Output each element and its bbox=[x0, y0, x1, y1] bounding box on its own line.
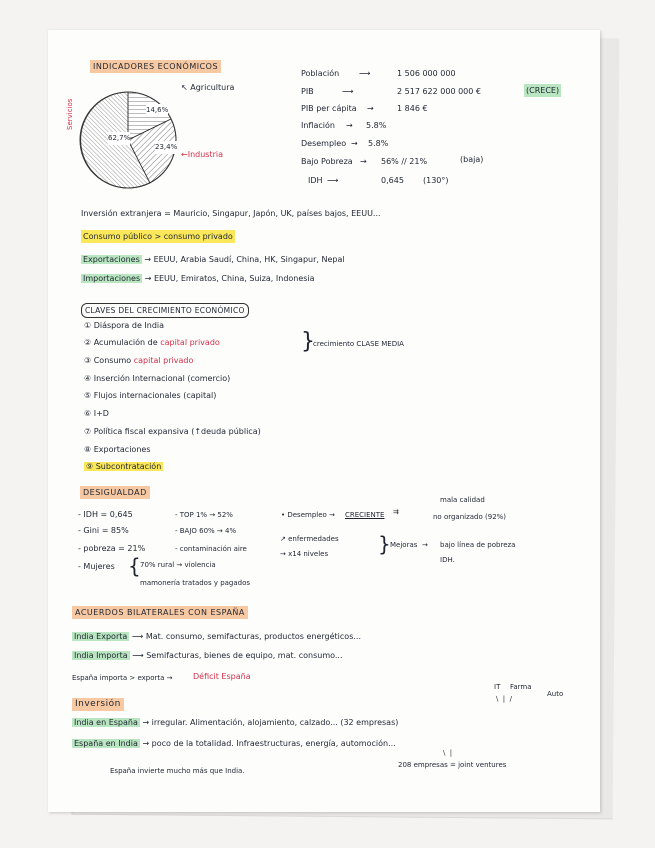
section-title-indicadores: INDICADORES ECONÓMICOS bbox=[90, 60, 221, 73]
des-mujeres-2: mamonería tratados y pagados bbox=[140, 579, 251, 587]
deficit-espana: Déficit España bbox=[193, 672, 251, 681]
des-mujeres-1: 70% rural → violencia bbox=[140, 561, 216, 569]
des-contaminacion: - contaminación aire bbox=[175, 545, 247, 553]
arrow-icon: → bbox=[422, 541, 428, 549]
clave-text: Inserción Internacional (comercio) bbox=[93, 374, 231, 383]
des-pobreza: - pobreza = 21% bbox=[78, 544, 146, 553]
clave-red: capital privado bbox=[160, 338, 220, 347]
indicator-label: PIB per cápita bbox=[301, 104, 357, 113]
inversion-label: España en India bbox=[74, 739, 138, 748]
des-mujeres: - Mujeres bbox=[78, 562, 115, 571]
des-desempleo: • Desempleo → bbox=[281, 511, 335, 519]
clave-text: Diáspora de India bbox=[93, 321, 165, 330]
pie-legend-servicios: Servicios bbox=[66, 98, 74, 130]
list-item: ⑨ Subcontratación bbox=[86, 462, 162, 471]
acuerdo-value: Mat. consumo, semifacturas, productos energéticos... bbox=[145, 632, 361, 641]
importaciones-value: EEUU, Emiratos, China, Suiza, Indonesia bbox=[153, 274, 315, 283]
indicator-extra: (baja) bbox=[460, 155, 484, 164]
arrow-icon: ⟶ bbox=[131, 632, 146, 641]
connector-icon: \ | / bbox=[496, 695, 512, 703]
arrow-icon: → bbox=[367, 104, 374, 113]
exportaciones-label: Exportaciones bbox=[83, 255, 140, 264]
acuerdo-label: India Exporta bbox=[74, 632, 128, 641]
indicator-value: 56% // 21% bbox=[381, 157, 428, 166]
importaciones-row bbox=[81, 272, 315, 285]
arrow-icon: → bbox=[346, 121, 353, 130]
acuerdo-row bbox=[72, 630, 361, 643]
arrow-icon: → bbox=[360, 157, 367, 166]
espana-invierte: España invierte mucho más que India. bbox=[110, 767, 245, 775]
des-mejoras: Mejoras bbox=[390, 541, 418, 549]
arrow-icon: ⟶ bbox=[359, 69, 371, 78]
clave-text: Acumulación de bbox=[93, 338, 161, 347]
des-idh2: IDH. bbox=[440, 556, 455, 564]
clave-text: Consumo bbox=[93, 356, 134, 365]
inversion-value: → poco de la totalidad. Infraestructuras, energía, automoción... bbox=[142, 739, 396, 748]
des-niveles-text: x14 niveles bbox=[288, 550, 329, 558]
notebook-page bbox=[48, 30, 600, 812]
indicator-value: 5.8% bbox=[368, 139, 389, 148]
list-item: ⑧ Exportaciones bbox=[84, 445, 151, 454]
connector-icon: \ | bbox=[443, 749, 453, 757]
inv-farma: Farma bbox=[510, 683, 532, 691]
list-item: ① Diáspora de India bbox=[84, 321, 165, 330]
arrow-icon: ⇉ bbox=[393, 508, 399, 516]
inversion-label: India en España bbox=[74, 718, 138, 727]
clave-text: Subcontratación bbox=[95, 462, 162, 471]
pie-legend-industria: ←Industria bbox=[181, 150, 223, 159]
des-top: - TOP 1% → 52% bbox=[175, 511, 233, 519]
indicator-label: Población bbox=[301, 69, 340, 78]
joint-ventures: 208 empresas = joint ventures bbox=[398, 761, 507, 769]
exportaciones-row bbox=[81, 253, 345, 266]
arrow-icon: → bbox=[144, 255, 154, 264]
inversion-row bbox=[72, 716, 398, 729]
des-gini: - Gini = 85% bbox=[78, 526, 129, 535]
list-item: ⑥ I+D bbox=[84, 409, 109, 418]
arrow-icon: ⟶ bbox=[132, 651, 147, 660]
importaciones-label: Importaciones bbox=[83, 274, 141, 283]
arrow-icon: ⟶ bbox=[327, 176, 339, 185]
pie-legend-agricultura: ↖ Agricultura bbox=[181, 83, 235, 92]
list-item: ③ Consumo capital privado bbox=[84, 356, 194, 365]
arrow-icon: ⟶ bbox=[342, 87, 354, 96]
inv-auto: Auto bbox=[547, 690, 564, 698]
section-title-desigualdad: DESIGUALDAD bbox=[80, 486, 150, 499]
arrow-icon: → bbox=[144, 274, 154, 283]
list-item: ⑤ Flujos internacionales (capital) bbox=[84, 391, 217, 400]
exportaciones-value: EEUU, Arabia Saudí, China, HK, Singapur, Nepal bbox=[153, 255, 345, 264]
inversion-value: → irregular. Alimentación, alojamiento, calzado... bbox=[142, 718, 338, 727]
list-item: ④ Inserción Internacional (comercio) bbox=[84, 374, 231, 383]
clave-text: Exportaciones bbox=[93, 445, 151, 454]
brace-icon: } bbox=[378, 532, 391, 556]
indicator-value: 0,645 bbox=[381, 176, 404, 185]
inversion-row bbox=[72, 737, 396, 750]
acuerdo-row bbox=[72, 649, 343, 662]
des-bajo: - BAJO 60% → 4% bbox=[175, 527, 237, 535]
list-item: ② Acumulación de capital privado bbox=[84, 338, 220, 347]
pie-label-servicios-pct: 62,7% bbox=[108, 132, 130, 145]
indicator-value: 5.8% bbox=[366, 121, 387, 130]
sector-pie-chart bbox=[78, 85, 208, 200]
brace-icon: { bbox=[128, 554, 141, 578]
des-bajo-linea: bajo línea de pobreza bbox=[440, 541, 516, 549]
des-idh: - IDH = 0,645 bbox=[78, 510, 133, 519]
indicator-label: Bajo Pobreza bbox=[301, 157, 353, 166]
indicator-value: 1 506 000 000 bbox=[397, 69, 456, 78]
des-niveles: → x14 niveles bbox=[280, 550, 329, 558]
pie-legend-industria-text: Industria bbox=[187, 150, 223, 159]
clave-text: Política fiscal expansiva (↑deuda pública) bbox=[93, 427, 261, 436]
arrow-icon: → bbox=[351, 139, 358, 148]
acuerdo-label: India Importa bbox=[74, 651, 128, 660]
inversion-extra: (32 empresas) bbox=[340, 718, 399, 727]
indicator-label: Desempleo bbox=[301, 139, 347, 148]
consumo-comparison: Consumo público > consumo privado bbox=[83, 232, 233, 241]
clave-text: I+D bbox=[93, 409, 109, 418]
section-title-inversion: Inversión bbox=[72, 698, 124, 711]
indicator-extra: (130°) bbox=[423, 176, 449, 185]
des-enfermedades-text: enfermedades bbox=[288, 535, 339, 543]
indicator-value: 2 517 622 000 000 € bbox=[397, 87, 481, 96]
indicator-extra: (CRECE) bbox=[526, 86, 560, 95]
pie-legend-agricultura-text: Agricultura bbox=[190, 83, 235, 92]
indicator-value: 1 846 € bbox=[397, 104, 428, 113]
list-item: ⑦ Política fiscal expansiva (↑deuda pública) bbox=[84, 427, 261, 436]
acuerdo-value: Semifacturas, bienes de equipo, mat. consumo... bbox=[146, 651, 343, 660]
clave-text: Flujos internacionales (capital) bbox=[93, 391, 217, 400]
espana-importa: España importa > exporta → bbox=[72, 674, 173, 682]
indicator-label: IDH bbox=[308, 176, 323, 185]
brace-icon: } bbox=[301, 329, 315, 354]
indicator-label: Inflación bbox=[301, 121, 335, 130]
des-mala-calidad: mala calidad bbox=[440, 496, 485, 504]
des-creciente: CRECIENTE bbox=[345, 511, 385, 519]
des-enfermedades: ↗ enfermedades bbox=[280, 535, 339, 543]
inv-it: IT bbox=[494, 683, 501, 691]
claves-title: CLAVES DEL CRECIMIENTO ECONÓMICO bbox=[81, 303, 249, 318]
pie-label-industria-pct: 23,4% bbox=[155, 141, 177, 154]
inversion-extranjera: Inversión extranjera = Mauricio, Singapur, Japón, UK, países bajos, EEUU... bbox=[81, 209, 381, 218]
pie-label-agricultura-pct: 14,6% bbox=[146, 104, 168, 117]
crecimiento-clase-media: crecimiento CLASE MEDIA bbox=[313, 340, 404, 348]
section-title-acuerdos: ACUERDOS BILATERALES CON ESPAÑA bbox=[72, 606, 248, 619]
des-no-organizado: no organizado (92%) bbox=[433, 513, 507, 521]
indicator-label: PIB bbox=[301, 87, 314, 96]
clave-red: capital privado bbox=[133, 356, 194, 365]
